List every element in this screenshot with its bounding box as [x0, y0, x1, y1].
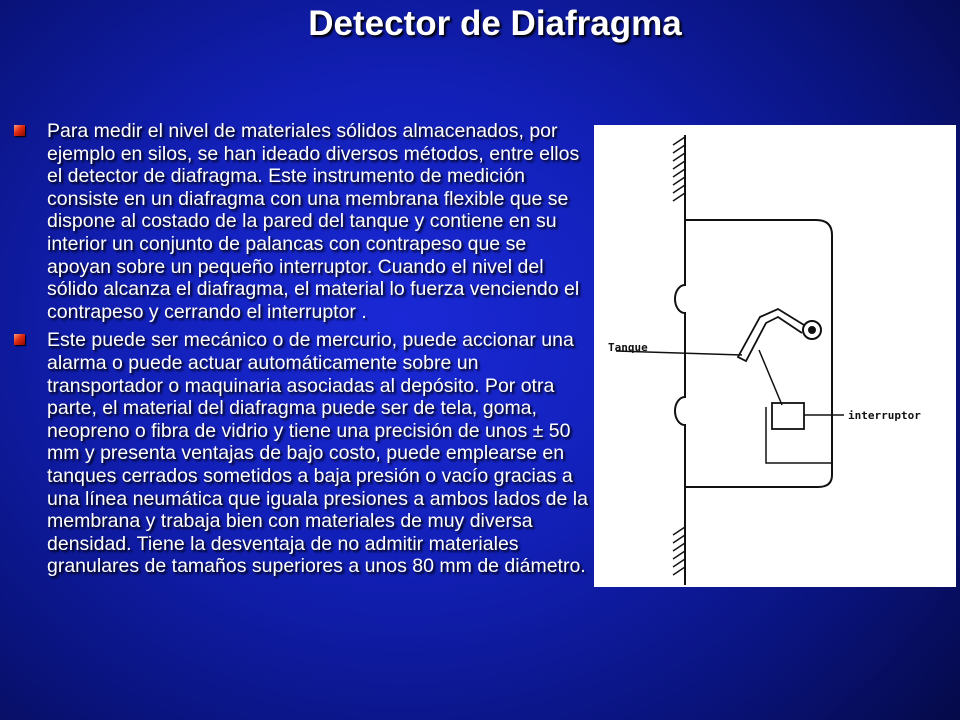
counterweight-rod — [759, 350, 782, 405]
bullet-text-1: Para medir el nivel de materiales sólidos almacenados, por ejemplo en silos, se han ideado diversos métodos, entre ellos el detector de diafragma. Este instrumento de medición consiste en un diafragma con una membrana flexible que se dispone al costado de la pared del tanque y contiene en su interior un conjunto de palancas con contrapeso que se apoyan sobre un pequeño interruptor. Cuando el nivel del sólido alcanza el diafragma, el material lo fuerza venciendo el contrapeso y cerrando el interruptor . — [47, 120, 580, 323]
diaphragm-diagram — [594, 125, 956, 587]
upper-wall-hatch — [673, 137, 685, 201]
diagram-svg — [594, 125, 956, 587]
square-bullet-icon — [14, 125, 25, 136]
bullet-item-2 — [14, 329, 589, 578]
lever-arm — [738, 309, 804, 361]
switch-box — [772, 403, 804, 429]
bullet-text-2: Este puede ser mecánico o de mercurio, puede accionar una alarma o puede actuar automáticamente sobre un transportador o maquinaria asociadas al depósito. Por otra parte, el material del diafragma puede ser de tela, goma, neopreno o fibra de vidrio y tiene una precisión de unos ± 50 mm y presenta ventajas de bajo costo, puede emplearse en tanques cerrados sometidos a baja presión o vacío gracias a una línea neumática que iguala presiones a ambos lados de la membrana y trabaja bien con materiales de muy diversa densidad. Tiene la desventaja de no admitir materiales granulares de tamaños superiores a unos 80 mm de diámetro. — [47, 329, 588, 578]
tank-label: Tanque — [608, 341, 648, 354]
switch-label: interruptor — [848, 409, 921, 422]
bullet-list — [14, 120, 589, 584]
lower-wall-hatch — [673, 527, 685, 575]
bullet-item-1 — [14, 120, 589, 323]
square-bullet-icon — [14, 334, 25, 345]
slide-title: Detector de Diafragma — [308, 4, 682, 43]
